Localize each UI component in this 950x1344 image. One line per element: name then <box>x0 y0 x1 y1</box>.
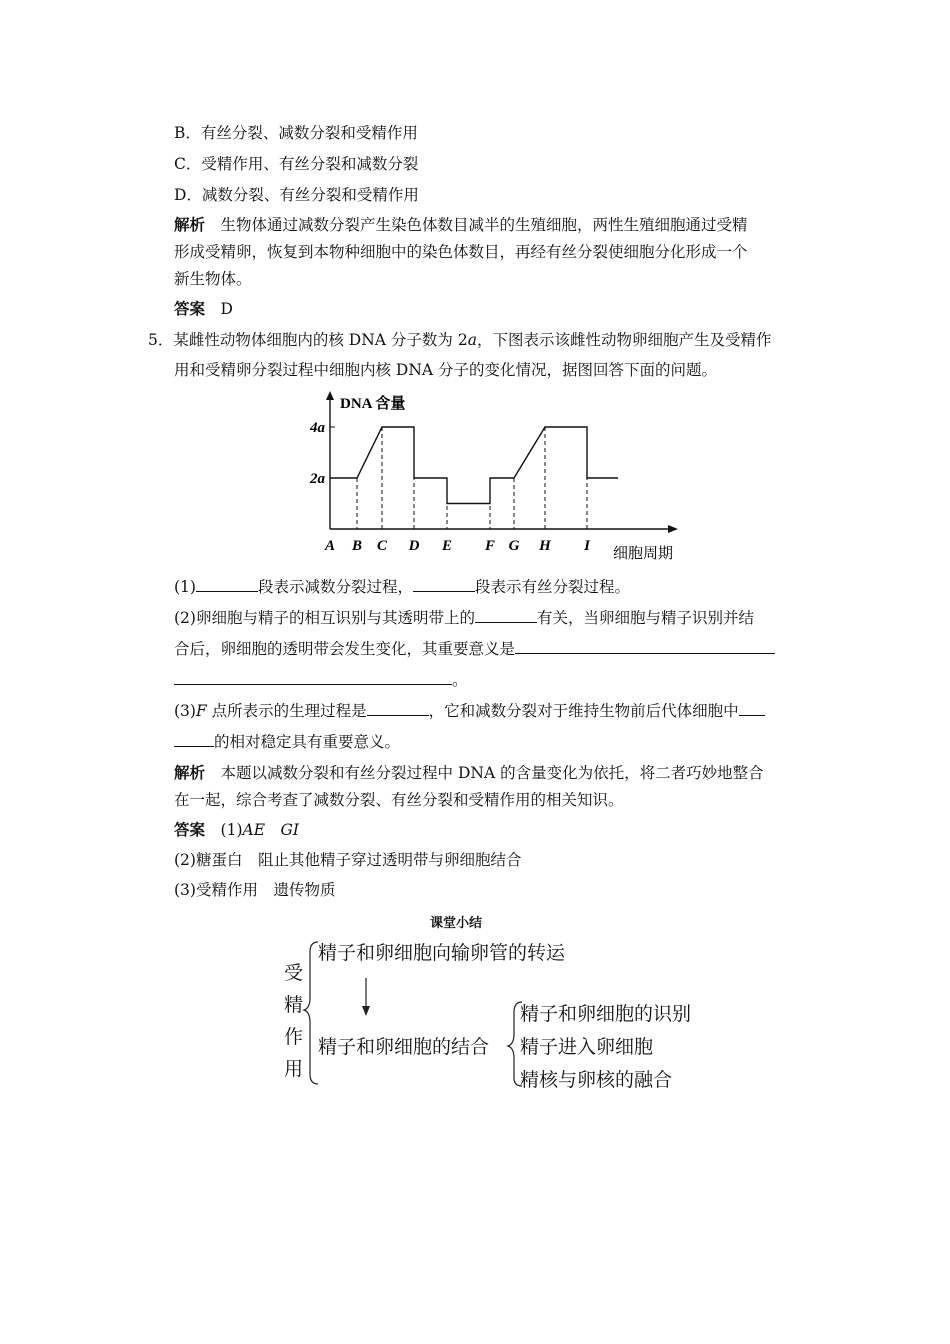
q5-sub-text: 合后，卵细胞的透明带会发生变化，其重要意义是 <box>174 640 516 658</box>
x-axis-label: 细胞周期 <box>613 546 674 562</box>
q4-analysis-line-3: 新生物体。 <box>174 270 252 288</box>
analysis-label: 解析 <box>174 763 206 782</box>
summary-sub-item: 精核与卵核的融合 <box>520 1069 673 1091</box>
option-c: C．受精作用、有丝分裂和减数分裂 <box>174 155 419 173</box>
dna-line <box>330 427 618 504</box>
q5-sub-2-line-1 <box>174 606 754 629</box>
q5-sub-var: F <box>195 702 207 720</box>
answer-label: 答案 <box>174 299 206 318</box>
q5-analysis-line-2: 在一起，综合考查了减数分裂、有丝分裂和受精作用的相关知识。 <box>174 791 624 809</box>
x-point-label: B <box>351 538 363 554</box>
option-b: B．有丝分裂、减数分裂和受精作用 <box>174 124 418 142</box>
q4-analysis-line-2: 形成受精卵，恢复到本物种细胞中的染色体数目，再经有丝分裂使细胞分化形成一个 <box>174 243 748 261</box>
chart-axes <box>326 391 678 533</box>
y-tick-label: 2a <box>310 471 325 487</box>
x-point-label: G <box>508 538 520 554</box>
answer-blank[interactable] <box>367 699 429 716</box>
summary-title: 课堂小结 <box>430 916 483 931</box>
summary-root-char: 作 <box>284 1026 304 1048</box>
answer-blank[interactable] <box>515 637 775 654</box>
summary-root-char: 受 <box>284 962 304 984</box>
answer-blank[interactable] <box>196 575 258 592</box>
x-axis-arrow <box>668 525 678 533</box>
q5-answer-1 <box>174 819 299 841</box>
q5-analysis-line-1 <box>174 762 764 784</box>
option-d: D．减数分裂、有丝分裂和受精作用 <box>174 186 419 204</box>
answer-blank[interactable] <box>174 668 452 685</box>
x-point-label: E <box>441 538 453 554</box>
q5-answer-2: (2)糖蛋白 阻止其他精子穿过透明带与卵细胞结合 <box>174 851 522 869</box>
q5-sub-2-line-3 <box>174 668 468 691</box>
x-point-label: F <box>484 538 496 554</box>
answer-text: GI <box>280 821 300 839</box>
q5-sub-text: 点所表示的生理过程是 <box>206 702 367 720</box>
q5-sub-text: (3) <box>174 702 196 720</box>
down-arrow-head <box>362 1006 370 1016</box>
q5-sub-text: 段表示减数分裂过程， <box>257 578 413 596</box>
answer-blank[interactable] <box>475 606 537 623</box>
summary-root-char: 精 <box>284 994 304 1016</box>
chart-series <box>330 427 618 504</box>
answer-blank[interactable] <box>739 699 765 716</box>
q5-sub-text: 段表示有丝分裂过程。 <box>474 578 630 596</box>
x-point-label: A <box>324 538 336 554</box>
q5-stem-part: 5．某雌性动物体细胞内的核 DNA 分子数为 2 <box>148 331 468 349</box>
y-tick-label: 4a <box>310 420 325 436</box>
answer-blank[interactable] <box>174 730 214 747</box>
q5-sub-text: 的相对稳定具有重要意义。 <box>214 733 401 751</box>
answer-text: AE <box>242 821 266 839</box>
summary-root-char: 用 <box>284 1058 304 1080</box>
q5-sub-text: 。 <box>452 671 468 689</box>
q5-stem-part: ，下图表示该雌性动物卵细胞产生及受精作 <box>476 331 772 349</box>
q4-answer <box>174 298 233 320</box>
x-point-label: H <box>539 538 551 554</box>
y-axis-arrow <box>326 391 334 400</box>
y-axis-label: DNA 含量 <box>340 396 406 412</box>
summary-step-2: 精子和卵细胞的结合 <box>318 1036 490 1058</box>
q5-sub-2-line-2 <box>174 637 775 660</box>
analysis-text: 本题以减数分裂和有丝分裂过程中 DNA 的含量变化为依托，将二者巧妙地整合 <box>220 764 764 782</box>
summary-sub-item: 精子进入卵细胞 <box>520 1036 654 1058</box>
q5-sub-text: (1) <box>174 578 196 596</box>
summary-step-1: 精子和卵细胞向输卵管的转运 <box>318 942 566 964</box>
x-point-label: D <box>408 538 420 554</box>
q5-sub-3-line-1 <box>174 699 765 722</box>
q5-stem-line-2: 用和受精卵分裂过程中细胞内核 DNA 分子的变化情况，据图回答下面的问题。 <box>174 361 718 379</box>
answer-label: 答案 <box>174 820 206 839</box>
summary-sub-item: 精子和卵细胞的识别 <box>520 1003 692 1025</box>
q5-stem-var: a <box>467 331 477 349</box>
analysis-label: 解析 <box>174 215 206 234</box>
answer-text: (1) <box>220 821 243 839</box>
q5-answer-3: (3)受精作用 遗传物质 <box>174 881 336 899</box>
answer-blank[interactable] <box>413 575 475 592</box>
chart-guides <box>357 427 587 529</box>
q4-analysis-line-1 <box>174 214 748 236</box>
x-point-label: C <box>376 538 388 554</box>
answer-value: D <box>220 300 233 318</box>
dna-content-chart <box>300 388 700 568</box>
q5-sub-text: (2)卵细胞与精子的相互识别与其透明带上的 <box>174 609 475 627</box>
main-brace <box>304 942 318 1084</box>
x-point-label: I <box>584 538 590 554</box>
q5-sub-text: 有关，当卵细胞与精子识别并结 <box>536 609 754 627</box>
analysis-text: 生物体通过减数分裂产生染色体数目减半的生殖细胞，两性生殖细胞通过受精 <box>220 216 748 234</box>
q5-sub-1 <box>174 575 630 598</box>
q5-sub-text: ，它和减数分裂对于维持生物前后代体细胞中 <box>428 702 739 720</box>
q5-stem-line-1 <box>148 329 771 351</box>
q5-sub-3-line-2 <box>174 730 400 753</box>
